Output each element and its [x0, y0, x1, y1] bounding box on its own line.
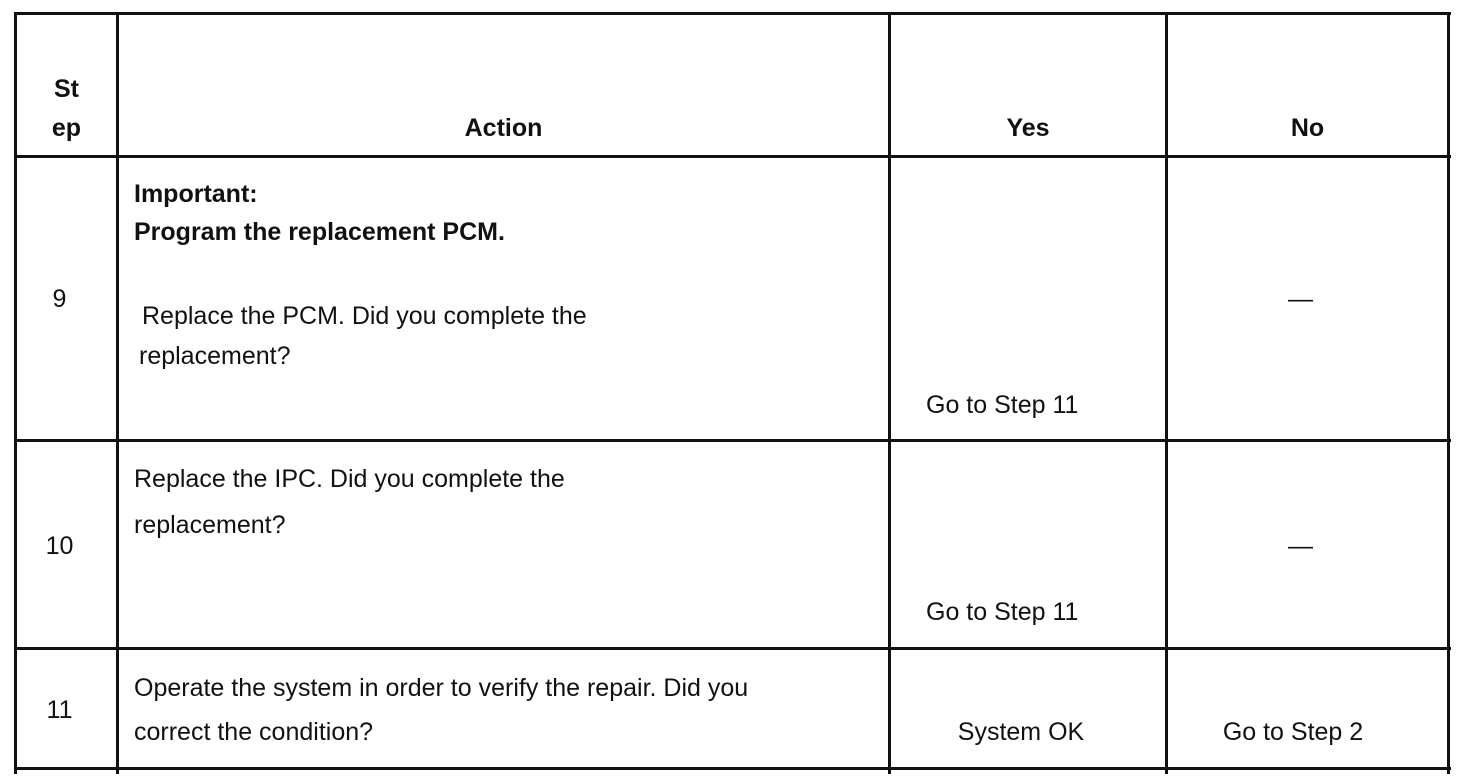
header-no: No — [1290, 114, 1325, 142]
action-text: Replace the PCM. Did you complete the — [142, 302, 587, 330]
step-number: 9 — [52, 285, 67, 313]
table-border-bottom — [14, 767, 1451, 770]
no-result: Go to Step 2 — [1222, 718, 1364, 746]
row-divider — [14, 647, 1451, 650]
header-yes: Yes — [1006, 114, 1050, 142]
header-step-line2: ep — [51, 114, 82, 142]
important-label: Important: — [134, 180, 258, 208]
action-text: Replace the IPC. Did you complete the — [134, 465, 565, 493]
action-text: correct the condition? — [134, 718, 374, 746]
row-divider — [14, 439, 1451, 442]
header-step-line1: St — [54, 75, 79, 103]
action-text: Operate the system in order to verify the repair. Did you — [134, 674, 749, 702]
table-border-top — [14, 12, 1451, 15]
no-result: — — [1288, 285, 1313, 313]
action-text: replacement? — [139, 342, 291, 370]
header-divider — [14, 155, 1451, 158]
important-text: Program the replacement PCM. — [134, 218, 505, 246]
yes-result: Go to Step 11 — [926, 598, 1079, 626]
header-action: Action — [464, 114, 543, 142]
no-result: — — [1288, 532, 1313, 560]
table-border-right — [1447, 12, 1450, 774]
step-number: 10 — [45, 532, 74, 560]
step-number: 11 — [46, 696, 73, 724]
action-text: replacement? — [134, 511, 286, 539]
yes-result: Go to Step 11 — [926, 391, 1079, 419]
yes-result: System OK — [957, 718, 1085, 746]
